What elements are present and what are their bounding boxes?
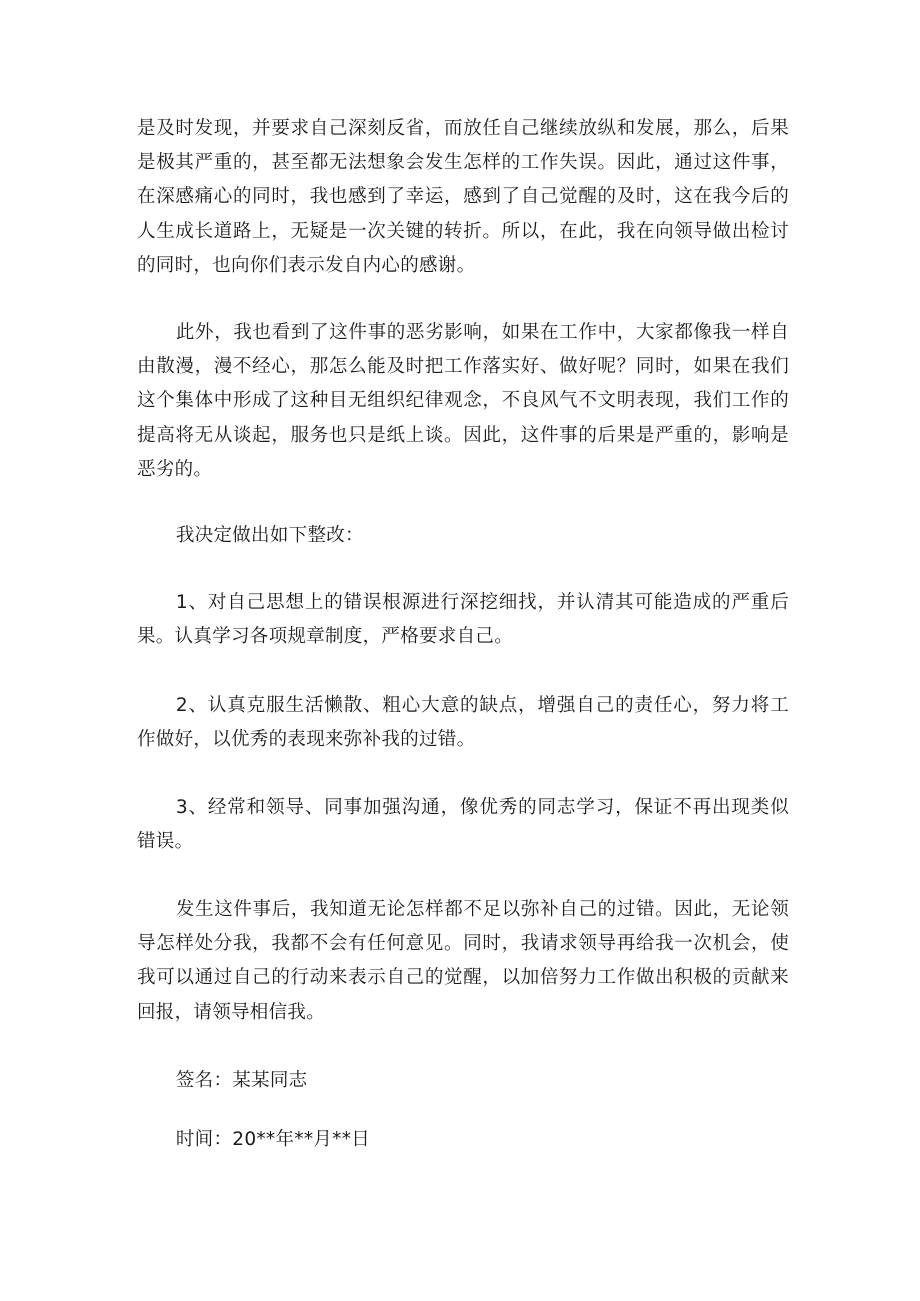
- paragraph-closing: 发生这件事后，我知道无论怎样都不足以弥补自己的过错。因此，无论领导怎样处分我，我都不会有任何意见。同时，我请求领导再给我一次机会，使我可以通过自己的行动来表示自己的觉醒，以加倍努力工作做出积极的贡献来回报，请领导相信我。: [137, 899, 789, 1023]
- rectification-item-1: 1、对自己思想上的错误根源进行深挖细找，并认清其可能造成的严重后果。认真学习各项规章制度，严格要求自己。: [137, 592, 789, 648]
- date-line: 时间：20**年**月**日: [175, 1129, 371, 1150]
- rectification-item-2: 2、认真克服生活懒散、粗心大意的缺点，增强自己的责任心，努力将工作做好，以优秀的表现来弥补我的过错。: [137, 695, 789, 751]
- rectification-item-3: 3、经常和领导、同事加强沟通，像优秀的同志学习，保证不再出现类似错误。: [137, 797, 789, 853]
- paragraph-consequence: 是及时发现，并要求自己深刻反省，而放任自己继续放纵和发展，那么，后果是极其严重的，甚至都无法想象会发生怎样的工作失误。因此，通过这件事，在深感痛心的同时，我也感到了幸运，感到了自己觉醒的及时，这在我今后的人生成长道路上，无疑是一次关键的转折。所以，在此，我在向领导做出检讨的同时，也向你们表示发自内心的感谢。: [137, 118, 789, 276]
- paragraph-rectification-intro: 我决定做出如下整改：: [175, 525, 364, 546]
- paragraph-impact: 此外，我也看到了这件事的恶劣影响，如果在工作中，大家都像我一样自由散漫，漫不经心，那怎么能及时把工作落实好、做好呢？同时，如果在我们这个集体中形成了这种目无组织纪律观念，不良风气不文明表现，我们工作的提高将无从谈起，服务也只是纸上谈。因此，这件事的后果是严重的，影响是恶劣的。: [137, 322, 789, 480]
- signature-line: 签名：某某同志: [175, 1070, 308, 1091]
